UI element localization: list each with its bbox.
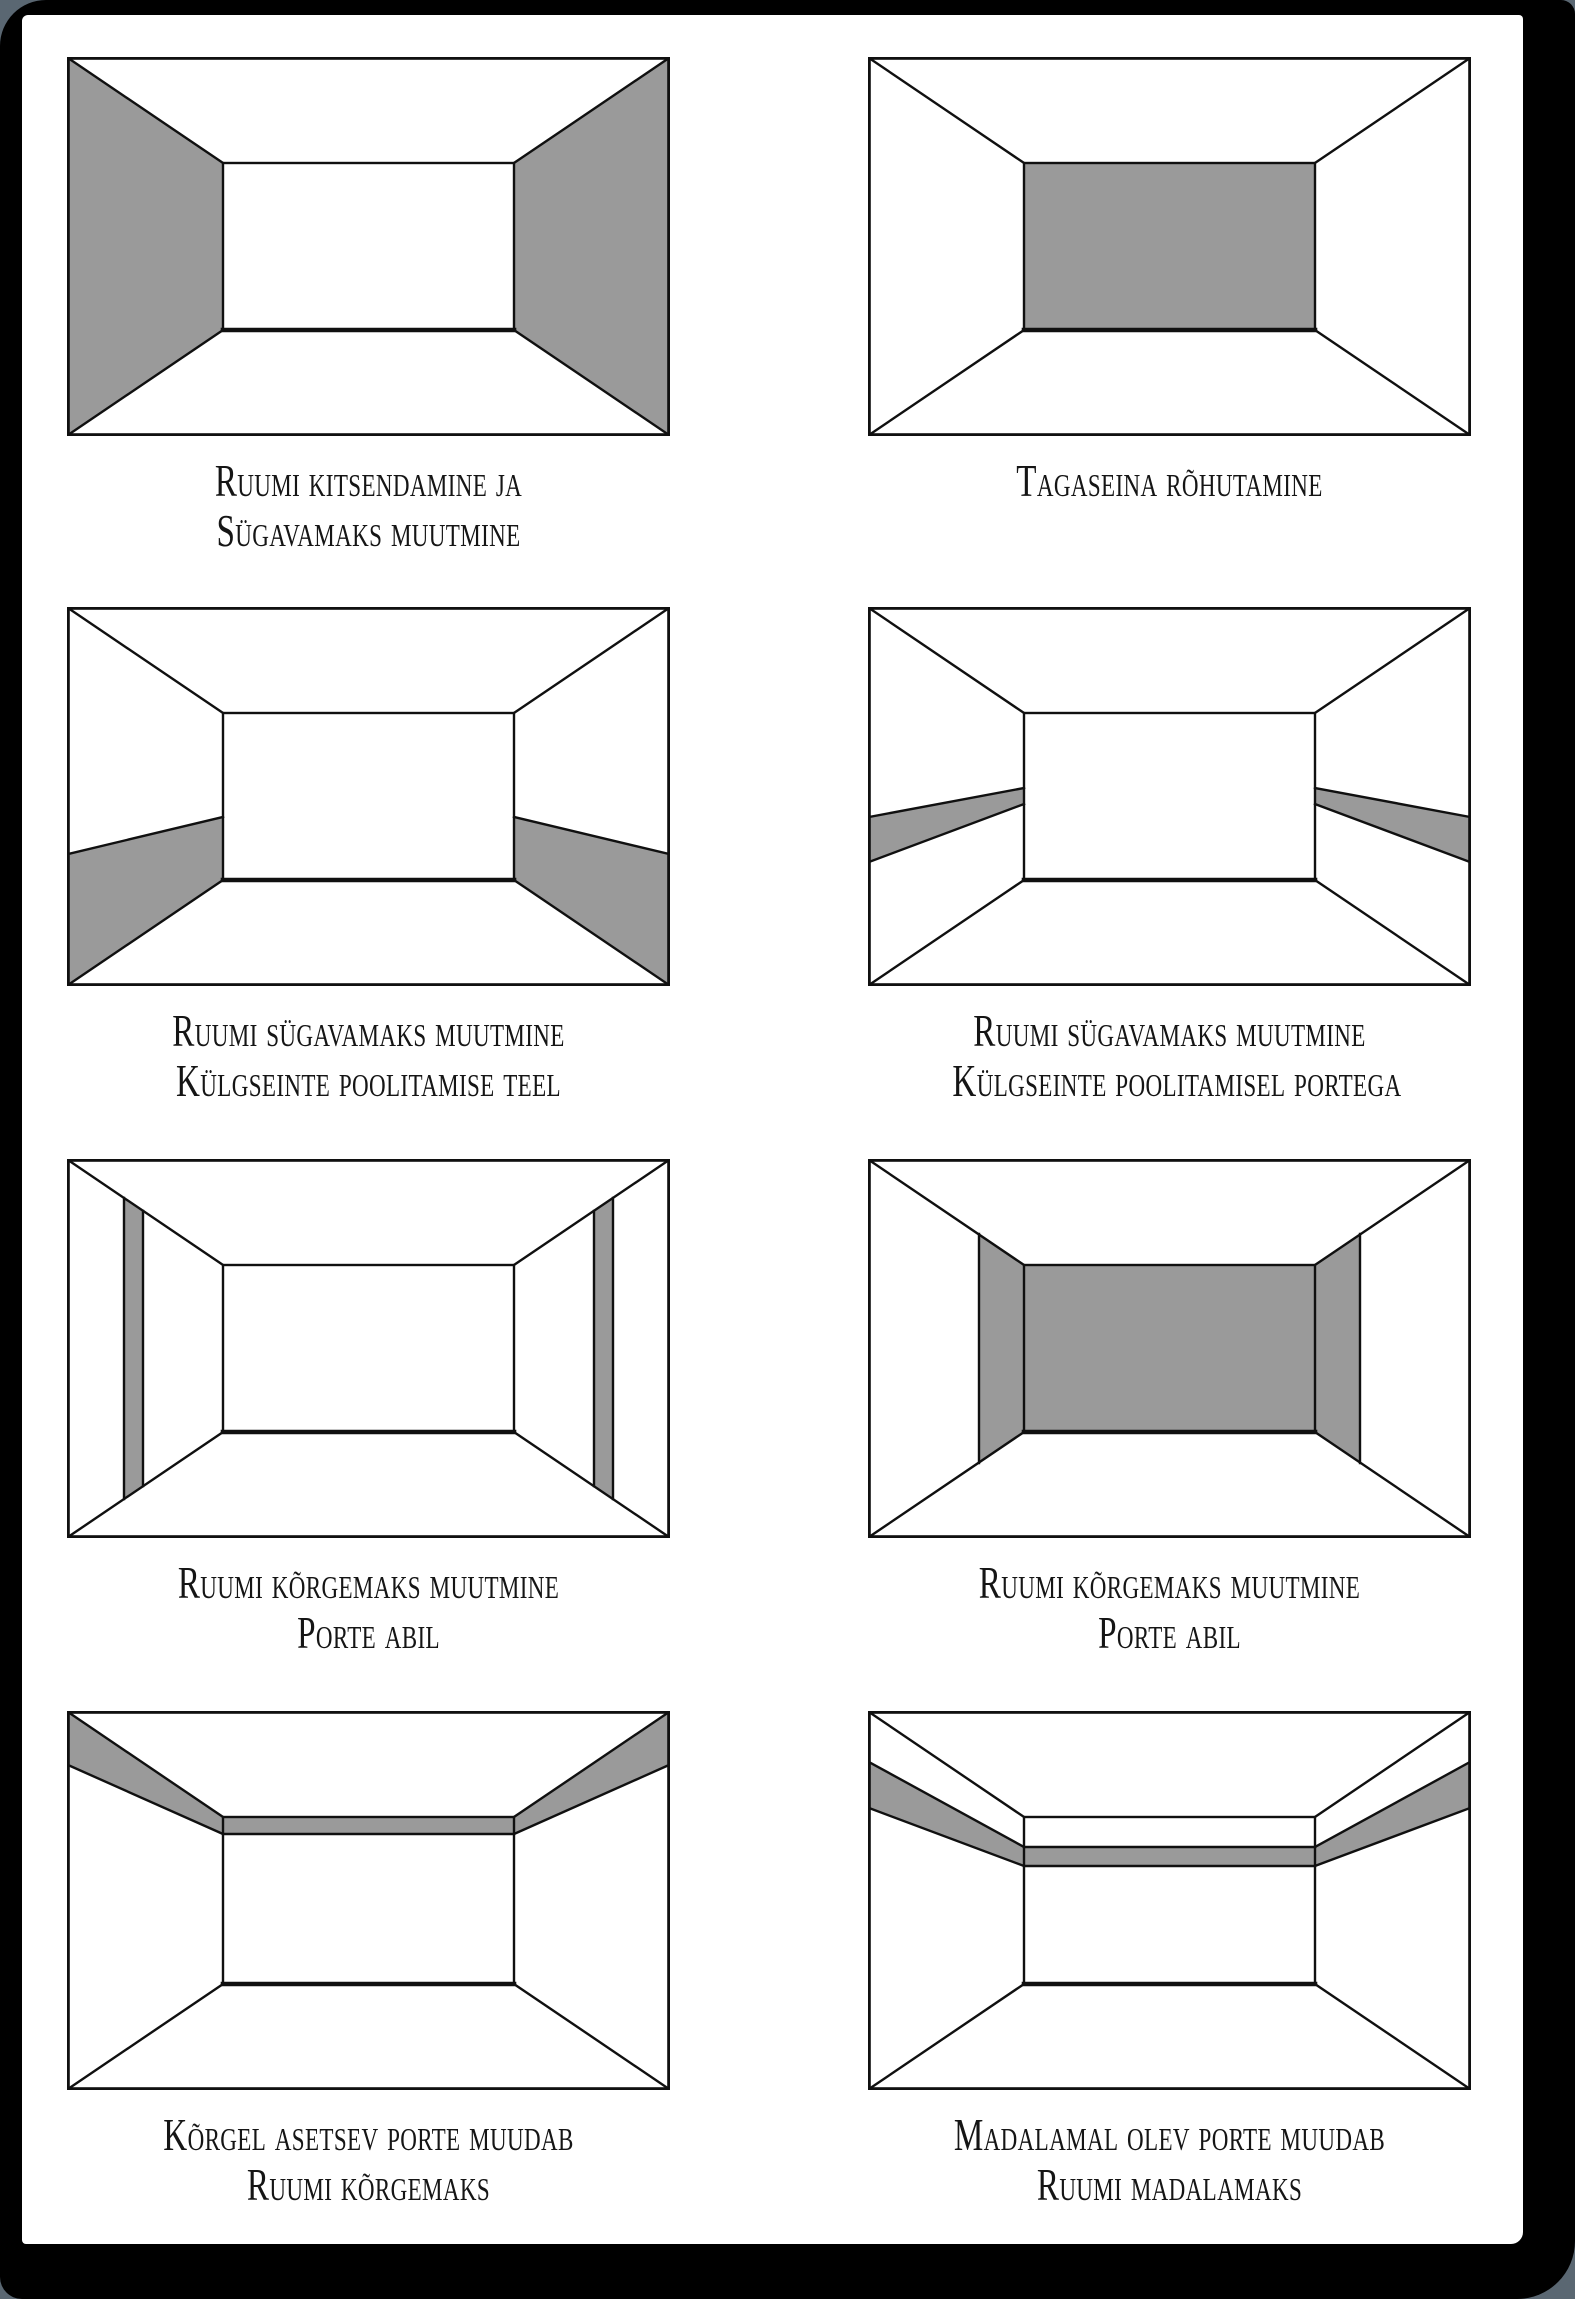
caption-line: Porte abil	[297, 1607, 440, 1658]
figure-caption	[868, 1558, 1471, 1658]
floor-edge-left	[869, 1984, 1024, 2089]
left-wall-rear-shading	[979, 1234, 1024, 1463]
ceiling-edge-left	[68, 1160, 223, 1265]
figure-cell-8	[868, 1711, 1471, 2210]
caption-line: Ruumi kõrgemaks muutmine	[978, 1557, 1361, 1608]
figure-cell-4	[868, 607, 1471, 1106]
caption-line: Külgseinte poolitamisel portega	[952, 1055, 1402, 1106]
left-wall-band-shading	[868, 788, 1024, 862]
back-wall-outline	[223, 1265, 514, 1432]
figure-caption	[67, 1558, 670, 1658]
ceiling-edge-right	[1315, 58, 1470, 163]
left-wall-strip-shading	[124, 1198, 143, 1499]
ceiling-edge-left	[869, 1160, 1024, 1265]
room-diagram-lower-side-walls-shaded	[67, 607, 670, 986]
figure-caption	[67, 2110, 670, 2210]
caption-line: Ruumi kõrgemaks	[246, 2159, 491, 2210]
room-outline	[68, 608, 668, 984]
left-wall-lower-shading	[67, 817, 223, 986]
back-wall-shading	[1024, 1265, 1315, 1432]
figure-cell-2	[868, 57, 1471, 506]
figure-caption	[868, 456, 1471, 506]
ceiling-edge-left	[869, 608, 1024, 713]
room-diagram-side-walls-shaded	[67, 57, 670, 436]
caption-line: Külgseinte poolitamise teel	[176, 1055, 561, 1106]
left-wall-band-shading	[868, 1762, 1024, 1866]
back-wall-outline	[223, 163, 514, 330]
floor-edge-right	[1315, 1984, 1470, 2089]
caption-line: Ruumi kõrgemaks muutmine	[177, 1557, 560, 1608]
room-diagram-high-frieze-band	[67, 1711, 670, 2090]
floor-edge-right	[1315, 880, 1470, 985]
room-diagram-side-wall-bands	[868, 607, 1471, 986]
ceiling-edge-right	[1315, 1160, 1470, 1265]
figure-caption	[67, 456, 670, 556]
room-outline	[869, 1712, 1469, 2088]
right-wall-shading	[514, 57, 670, 436]
ceiling-edge-left	[869, 58, 1024, 163]
white-page	[22, 15, 1523, 2244]
ceiling-edge-left	[68, 608, 223, 713]
ceiling-edge-right	[514, 608, 669, 713]
right-wall-band-shading	[1315, 1762, 1471, 1866]
figure-cell-1	[67, 57, 670, 556]
room-diagram-back-wall-and-strips-shaded	[868, 1159, 1471, 1538]
room-diagram-vertical-strips	[67, 1159, 670, 1538]
figure-cell-5	[67, 1159, 670, 1658]
right-wall-band-shading	[514, 1711, 670, 1834]
ceiling-edge-right	[514, 1160, 669, 1265]
room-diagram-low-frieze-band	[868, 1711, 1471, 2090]
floor-edge-left	[869, 330, 1024, 435]
room-outline	[68, 1712, 668, 2088]
right-wall-rear-shading	[1315, 1234, 1360, 1463]
floor-edge-left	[68, 1984, 223, 2089]
right-wall-lower-shading	[514, 817, 670, 986]
floor-edge-left	[68, 1432, 223, 1537]
right-wall-band-shading	[1315, 788, 1471, 862]
floor-edge-right	[514, 1984, 669, 2089]
left-wall-shading	[67, 57, 223, 436]
figure-cell-7	[67, 1711, 670, 2210]
figure-caption	[67, 1006, 670, 1106]
figure-caption	[868, 2110, 1471, 2210]
right-wall-strip-shading	[594, 1198, 613, 1499]
caption-line: Ruumi madalamaks	[1036, 2159, 1303, 2210]
caption-line: Porte abil	[1098, 1607, 1241, 1658]
caption-line: Madalamal olev porte muudab	[953, 2109, 1386, 2160]
back-wall-outline	[223, 713, 514, 880]
caption-line: Sügavamaks muutmine	[216, 505, 521, 556]
figure-cell-3	[67, 607, 670, 1106]
floor-edge-left	[869, 880, 1024, 985]
floor-edge-left	[869, 1432, 1024, 1537]
figure-cell-6	[868, 1159, 1471, 1658]
back-wall-shading	[1024, 163, 1315, 330]
floor-edge-right	[1315, 1432, 1470, 1537]
caption-line: Ruumi kitsendamine ja	[214, 455, 523, 506]
back-wall-outline	[1024, 713, 1315, 880]
ceiling-edge-right	[1315, 608, 1470, 713]
back-wall-band-shading	[1024, 1847, 1315, 1866]
back-wall-band-shading	[223, 1817, 514, 1834]
back-wall-outline	[1024, 1817, 1315, 1984]
room-outline	[869, 608, 1469, 984]
floor-edge-right	[514, 1432, 669, 1537]
room-diagram-back-wall-shaded	[868, 57, 1471, 436]
caption-line: Tagaseina rõhutamine	[1016, 455, 1323, 506]
floor-edge-right	[1315, 330, 1470, 435]
left-wall-band-shading	[67, 1711, 223, 1834]
caption-line: Ruumi sügavamaks muutmine	[172, 1005, 565, 1056]
back-wall-outline	[223, 1817, 514, 1984]
caption-line: Ruumi sügavamaks muutmine	[973, 1005, 1366, 1056]
figure-caption	[868, 1006, 1471, 1106]
caption-line: Kõrgel asetsev porte muudab	[163, 2109, 574, 2160]
room-outline	[68, 1160, 668, 1536]
